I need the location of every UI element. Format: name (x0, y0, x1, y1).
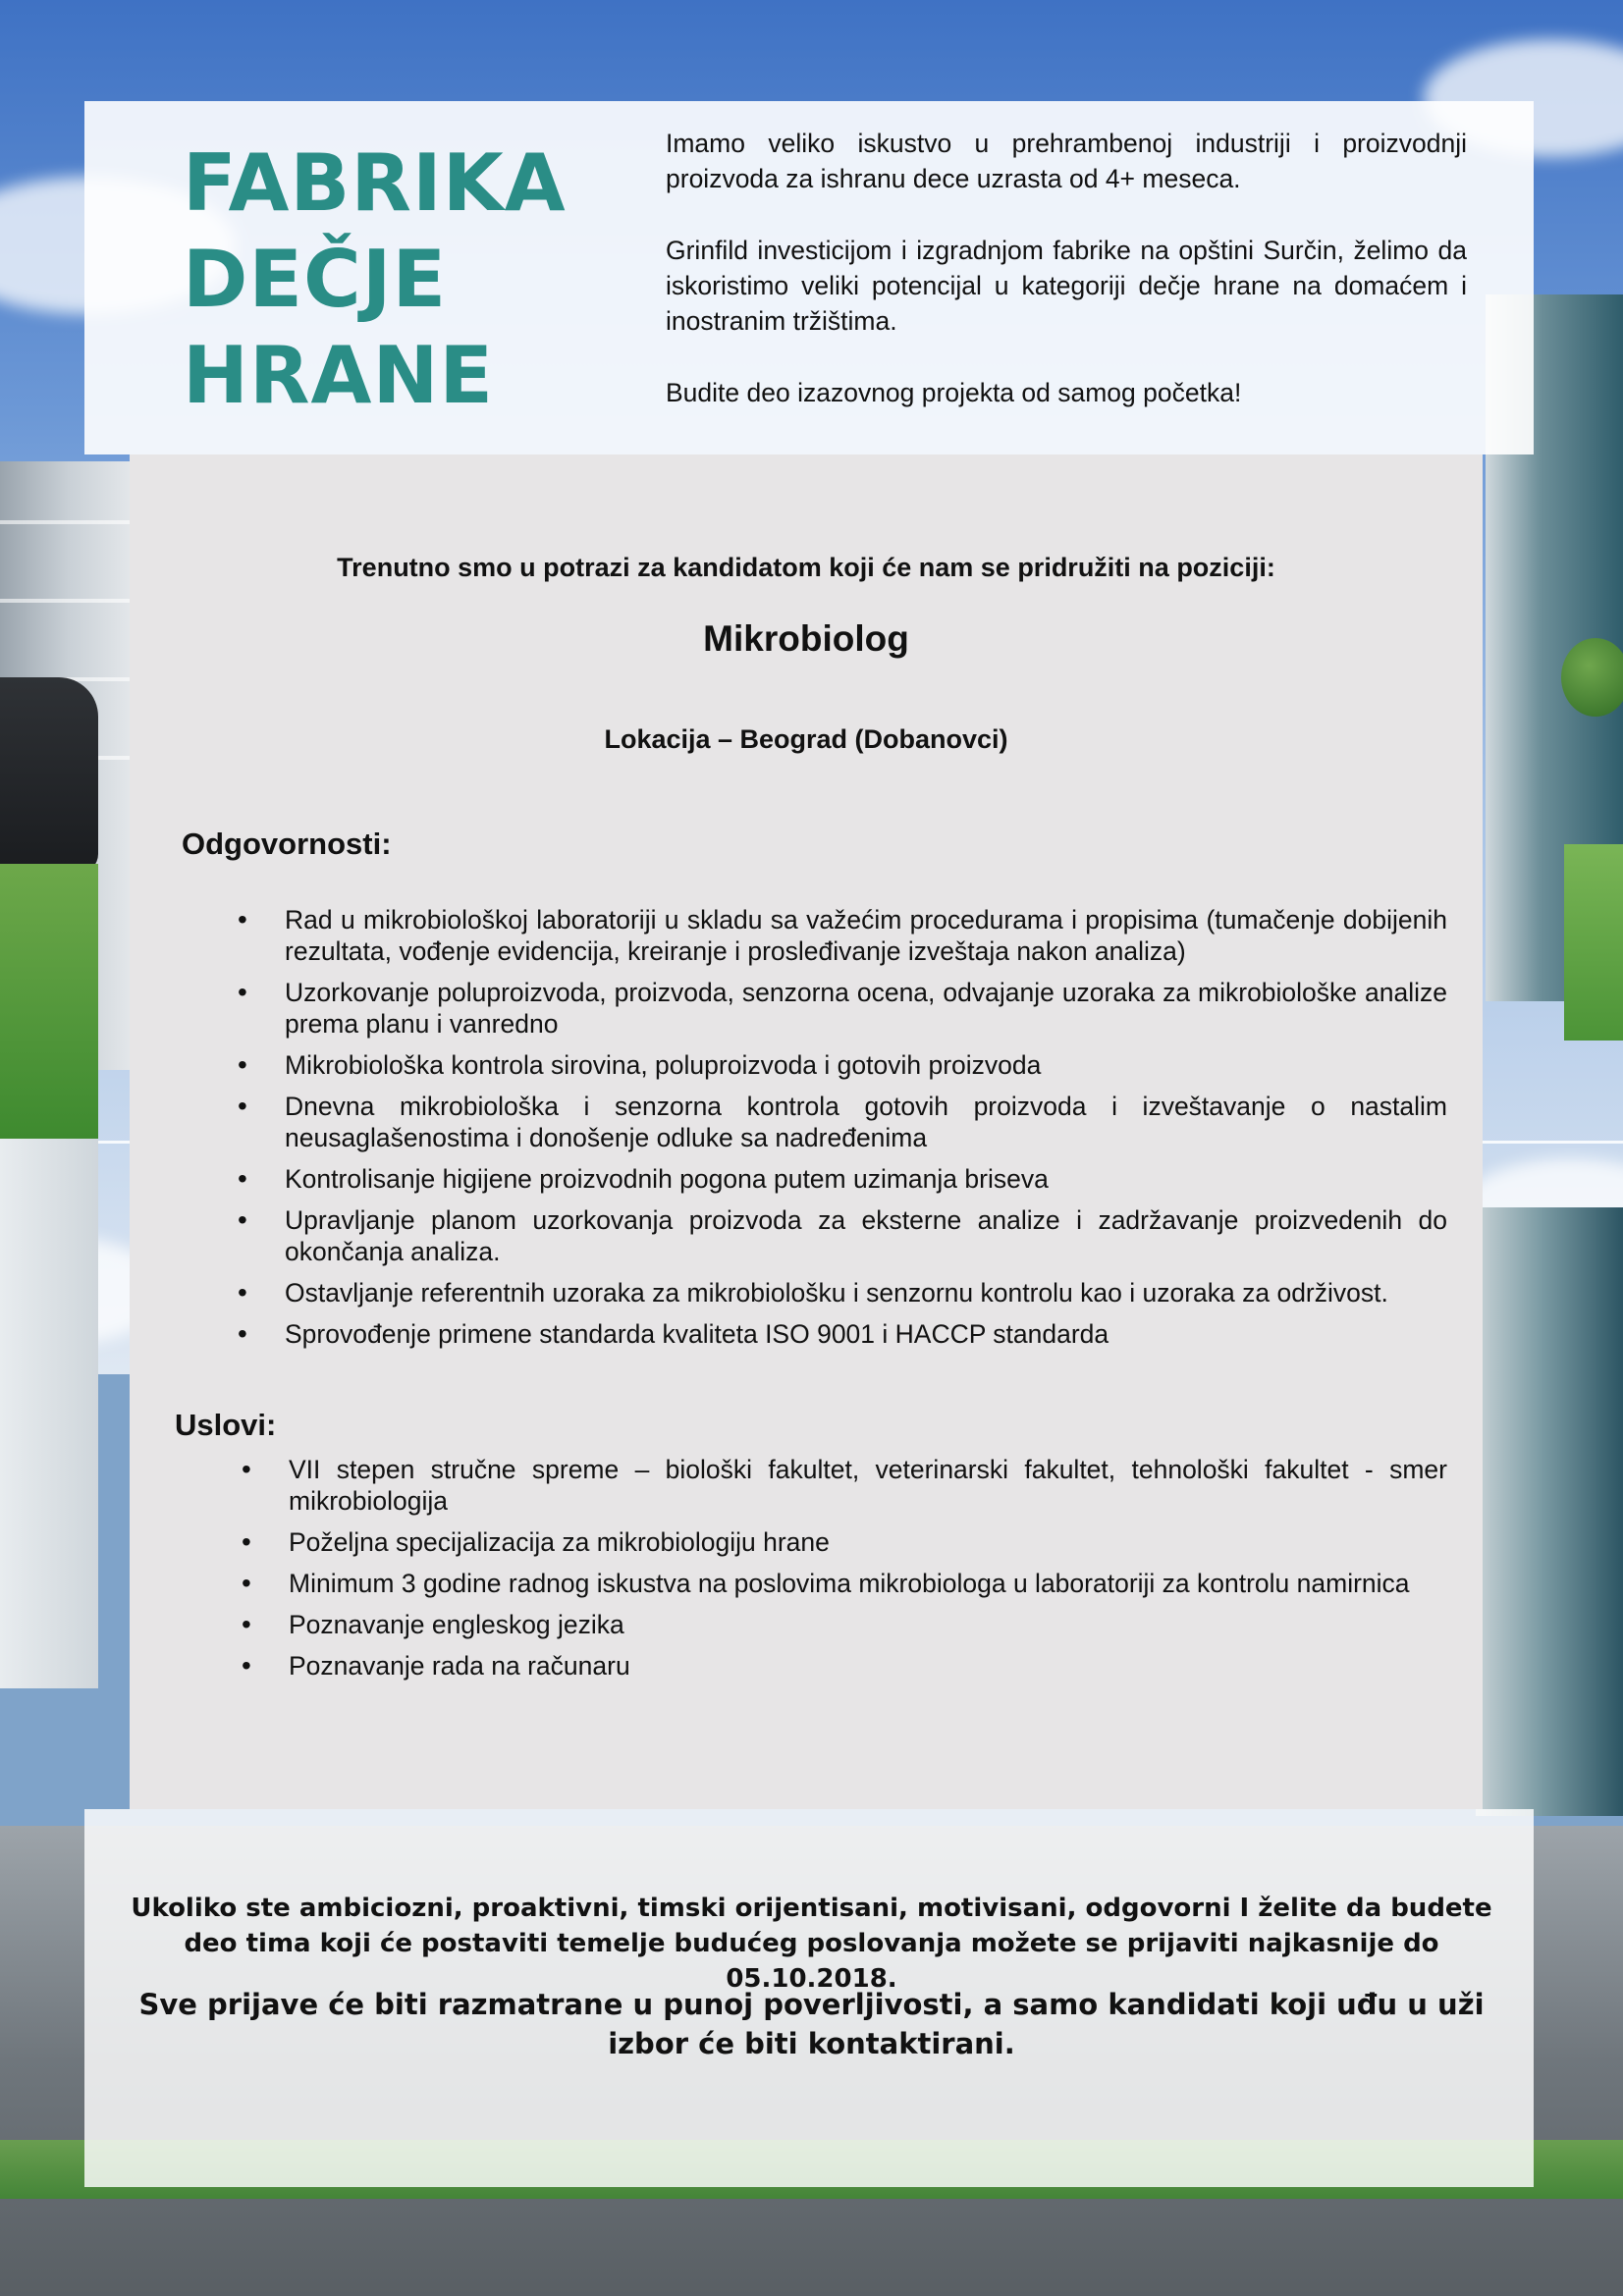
list-item: • Mikrobiološka kontrola sirovina, poluproizvoda i gotovih proizvoda (238, 1049, 1447, 1081)
lawn-left (0, 864, 98, 1139)
responsibilities-list (238, 904, 1447, 1360)
list-item: • Kontrolisanje higijene proizvodnih pogona putem uzimanja briseva (238, 1163, 1447, 1195)
list-item: • Upravljanje planom uzorkovanja proizvoda za eksterne analize i zadržavanje proizvedenih do okončanja analiza. (238, 1204, 1447, 1267)
responsibilities-heading: Odgovornosti: (182, 827, 392, 861)
intro-paragraph: Budite deo izazovnog projekta od samog početka! (666, 378, 1242, 407)
title-line: HRANE (183, 330, 495, 421)
list-item: • Rad u mikrobiološkoj laboratoriji u skladu sa važećim procedurama i propisima (tumačenje dobijenih rezultata, vođenje evidencija, kreiranje i prosleđivanje izveštaja nakon analiza) (238, 904, 1447, 967)
list-item: • Uzorkovanje poluproizvoda, proizvoda, senzorna ocena, odvajanje uzoraka za mikrobiološke analize prema planu i vanredno (238, 977, 1447, 1040)
location: Lokacija – Beograd (Dobanovci) (604, 724, 1008, 754)
list-item: • Poznavanje rada na računaru (242, 1650, 1447, 1682)
car (0, 677, 98, 874)
building-right-lower (1476, 1207, 1623, 1816)
intro-text (666, 126, 1467, 447)
list-item: • Poželjna specijalizacija za mikrobiologiju hrane (242, 1526, 1447, 1558)
list-item: • Poznavanje engleskog jezika (242, 1609, 1447, 1640)
page-title (183, 135, 615, 424)
intro-paragraph: Grinfild investicijom i izgradnjom fabrike na opštini Surčin, želimo da iskoristimo veliki potencijal u kategoriji dečje hrane na domaćem i inostranim tržištima. (666, 236, 1467, 336)
position-title: Mikrobiolog (703, 618, 909, 659)
title-line: FABRIKA (183, 137, 567, 229)
requirements-heading: Uslovi: (175, 1408, 277, 1442)
application-info: Ukoliko ste ambiciozni, proaktivni, timski orijentisani, motivisani, odgovorni I želite da budete deo tima koji će postaviti temelje budućeg poslovanja možete se prijaviti najkasnije do 05.10.2018. (131, 1894, 1492, 1994)
requirements-list (242, 1454, 1447, 1691)
list-item: • Dnevna mikrobiološka i senzorna kontrola gotovih proizvoda i izveštavanje o nastalim neusaglašenostima i donošenje odluke sa nadređenima (238, 1091, 1447, 1153)
list-item: • VII stepen stručne spreme – biološki fakultet, veterinarski fakultet, tehnološki fakultet - smer mikrobiologija (242, 1454, 1447, 1517)
list-item: • Ostavljanje referentnih uzoraka za mikrobiološku i senzornu kontrolu kao i uzoraka za održivost. (238, 1277, 1447, 1308)
search-line: Trenutno smo u potrazi za kandidatom koji će nam se pridružiti na poziciji: (337, 553, 1275, 582)
list-item: • Sprovođenje primene standarda kvaliteta ISO 9001 i HACCP standarda (238, 1318, 1447, 1350)
bush (1561, 638, 1623, 717)
building-left-lower (0, 1139, 98, 1688)
confidentiality-note: Sve prijave će biti razmatrane u punoj poverljivosti, a samo kandidati koji uđu u uži izbor će biti kontaktirani. (138, 1988, 1485, 2060)
list-item: • Minimum 3 godine radnog iskustva na poslovima mikrobiologa u laboratoriji za kontrolu namirnica (242, 1568, 1447, 1599)
title-line: DEČJE (183, 234, 448, 325)
intro-paragraph: Imamo veliko iskustvo u prehrambenoj industriji i proizvodnji proizvoda za ishranu dece uzrasta od 4+ meseca. (666, 129, 1467, 193)
lawn-right (1564, 844, 1623, 1041)
